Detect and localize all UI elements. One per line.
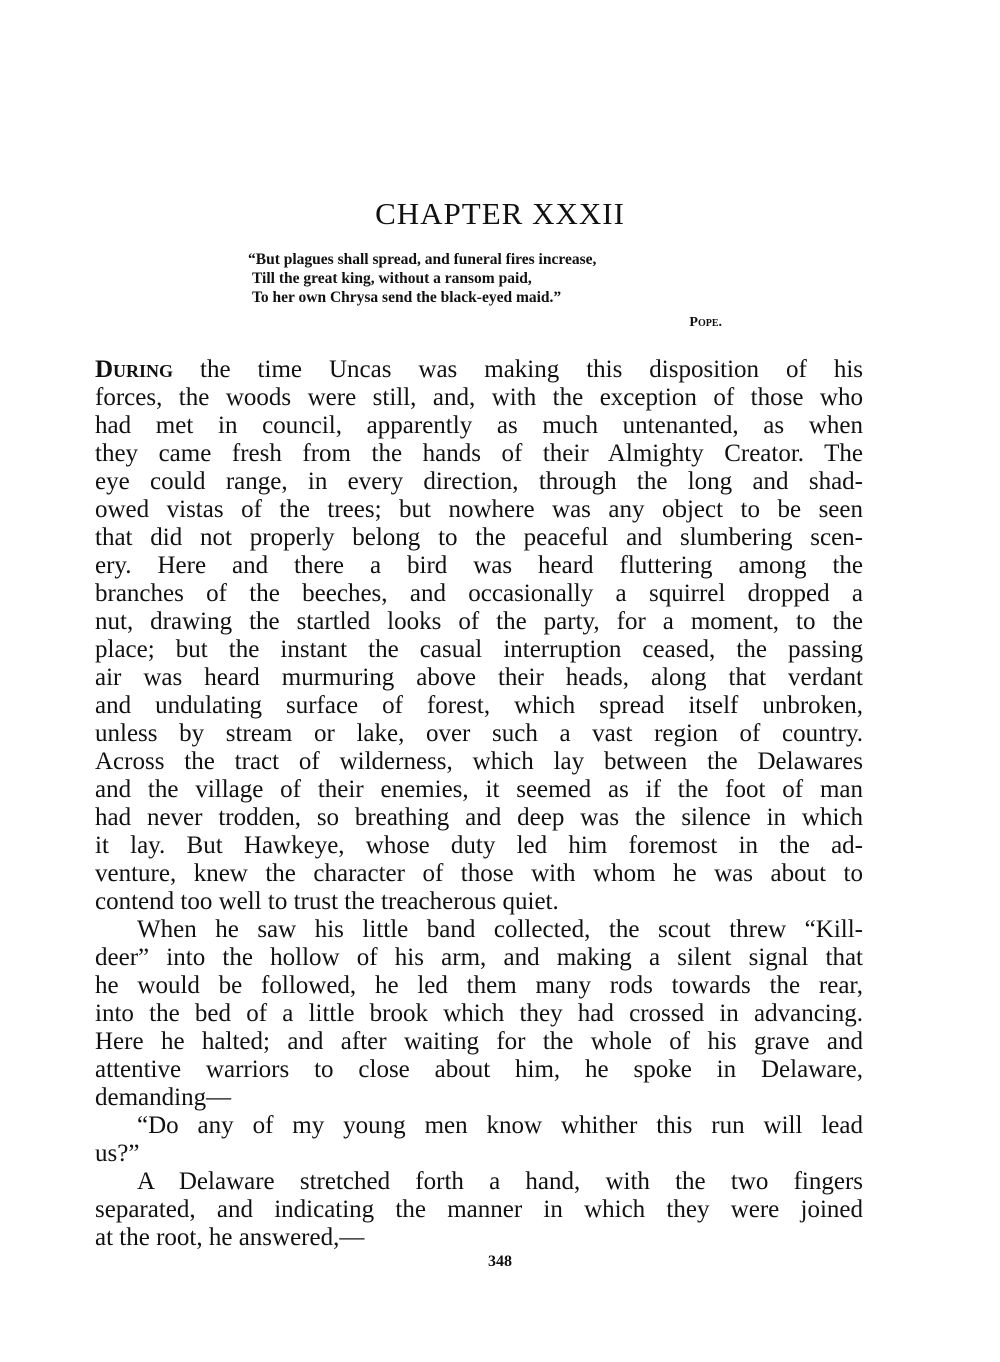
text-line: attentive warriors to close about him, he spoke in Delaware, <box>95 1056 863 1083</box>
text-line: separated, and indicating the manner in which they were joined <box>95 1196 863 1223</box>
text-line: they came fresh from the hands of their Almighty Creator. The <box>95 440 863 467</box>
text-line: “Do any of my young men know whither this run will lead <box>137 1112 863 1139</box>
dropword: During <box>95 356 174 383</box>
text-line: he would be followed, he led them many rods towards the rear, <box>95 972 863 999</box>
epigraph-line: To her own Chrysa send the black-eyed maid.” <box>252 289 562 306</box>
text-line: venture, knew the character of those with whom he was about to <box>95 860 863 887</box>
epigraph-line: “But plagues shall spread, and funeral fires increase, <box>248 251 597 268</box>
epigraph-author: Pope. <box>689 315 722 330</box>
text-line: had never trodden, so breathing and deep was the silence in which <box>95 804 863 831</box>
epigraph-line: Till the great king, without a ransom paid, <box>252 270 532 287</box>
text-line: Across the tract of wilderness, which lay between the Delawares <box>95 748 863 775</box>
text-line: ery. Here and there a bird was heard fluttering among the <box>95 552 863 579</box>
text-line: and the village of their enemies, it seemed as if the foot of man <box>95 776 863 803</box>
text-line: at the root, he answered,— <box>95 1224 365 1251</box>
text-line: and undulating surface of forest, which spread itself unbroken, <box>95 692 863 719</box>
text-line: A Delaware stretched forth a hand, with the two fingers <box>137 1168 863 1195</box>
text-line: owed vistas of the trees; but nowhere was any object to be seen <box>95 496 863 523</box>
text-line: branches of the beeches, and occasionally a squirrel dropped a <box>95 580 863 607</box>
page-number: 348 <box>488 1253 512 1270</box>
text-line: Here he halted; and after waiting for the whole of his grave and <box>95 1028 863 1055</box>
text-line-rest: the time Uncas was making this disposition of his <box>173 356 863 383</box>
text-line: deer” into the hollow of his arm, and making a silent signal that <box>95 944 863 971</box>
text-line: nut, drawing the startled looks of the party, for a moment, to the <box>95 608 863 635</box>
body-text <box>95 356 863 1252</box>
text-line: us?” <box>95 1140 140 1167</box>
text-line: place; but the instant the casual interruption ceased, the passing <box>95 636 863 663</box>
text-line: forces, the woods were still, and, with the exception of those who <box>95 384 863 411</box>
epigraph <box>248 250 723 307</box>
text-line: demanding— <box>95 1084 232 1111</box>
text-line: into the bed of a little brook which they had crossed in advancing. <box>95 1000 863 1027</box>
text-line: unless by stream or lake, over such a vast region of country. <box>95 720 863 747</box>
text-line: it lay. But Hawkeye, whose duty led him foremost in the ad- <box>95 832 863 859</box>
text-line: that did not properly belong to the peaceful and slumbering scen- <box>95 524 863 551</box>
text-line <box>95 356 863 384</box>
text-line: had met in council, apparently as much untenanted, as when <box>95 412 863 439</box>
text-line: When he saw his little band collected, the scout threw “Kill- <box>137 916 863 943</box>
chapter-title: CHAPTER XXXII <box>375 196 625 231</box>
text-line: contend too well to trust the treacherous quiet. <box>95 888 559 915</box>
text-line: eye could range, in every direction, through the long and shad- <box>95 468 863 495</box>
text-line: air was heard murmuring above their heads, along that verdant <box>95 664 863 691</box>
